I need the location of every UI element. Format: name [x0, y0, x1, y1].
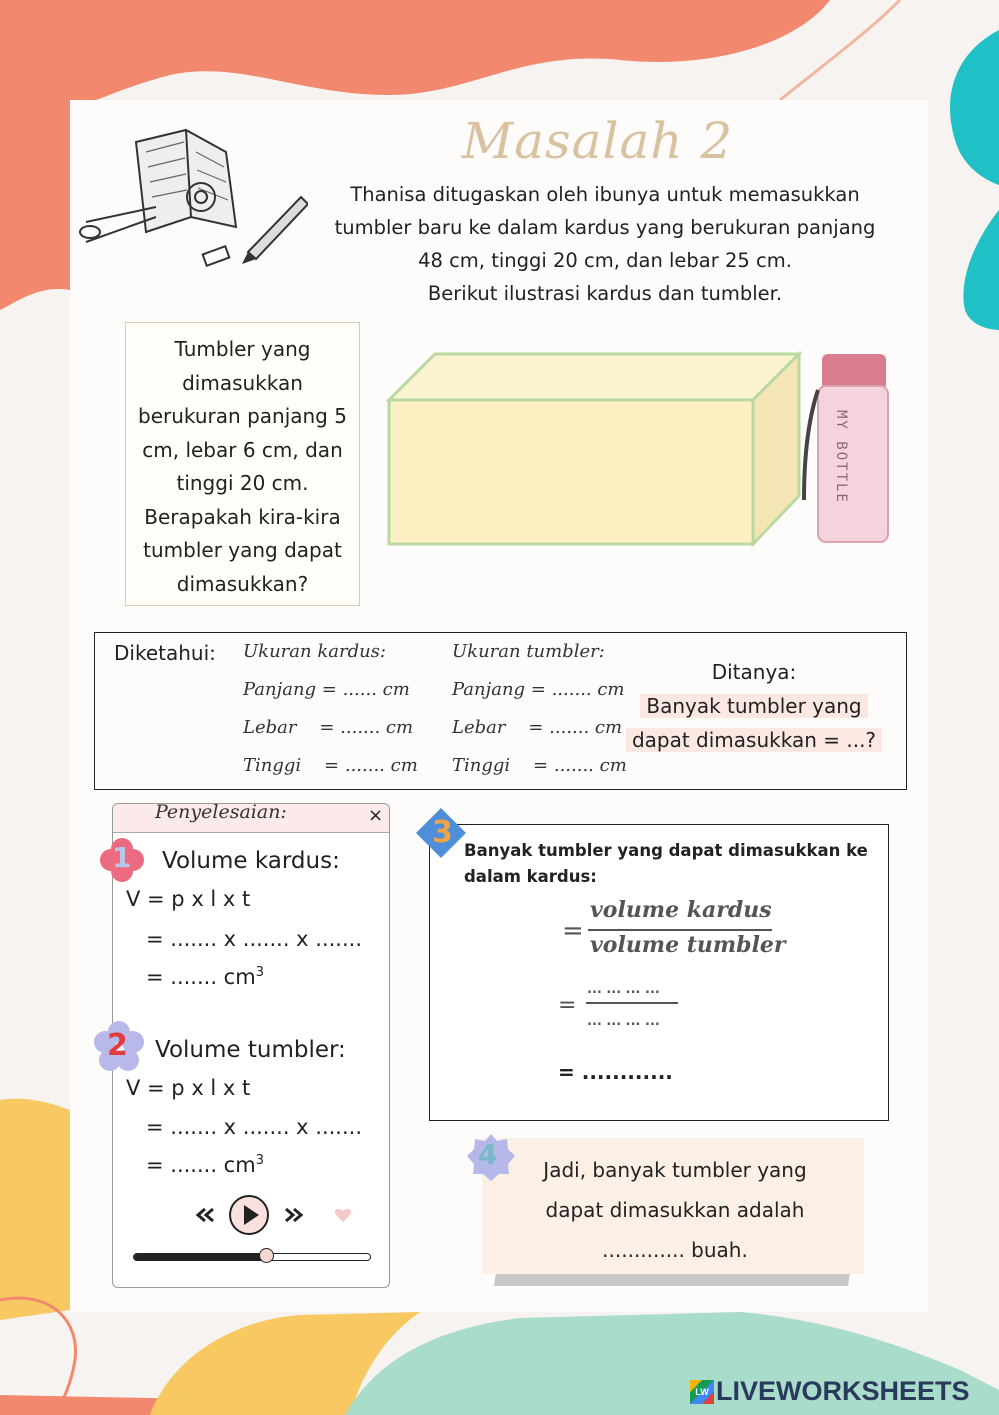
fraction-bar — [588, 929, 772, 931]
tumbler-width: Lebar = ....... cm — [452, 717, 623, 738]
step1-result — [146, 965, 264, 989]
heart-icon[interactable] — [334, 1207, 352, 1223]
question-line: tumbler yang dapat — [143, 538, 342, 562]
step1-result-text: = ....... cm — [146, 965, 256, 989]
dots-denominator: ... ... ... ... — [587, 1014, 660, 1029]
step1-substitution: = ....... x ....... x ....... — [146, 927, 363, 951]
step3-number: 3 — [432, 815, 453, 850]
solution-header: Penyelesaian: — [155, 801, 287, 823]
intro-line: 48 cm, tinggi 20 cm, dan lebar 25 cm. — [418, 249, 792, 272]
step2-title: Volume tumbler: — [155, 1037, 346, 1063]
tumbler-size-title: Ukuran tumbler: — [452, 641, 605, 662]
conclusion-line: dapat dimasukkan adalah — [545, 1198, 805, 1222]
step2-substitution: = ....... x ....... x ....... — [146, 1115, 363, 1139]
step3-line1: Banyak tumbler yang dapat dimasukkan ke — [464, 841, 868, 860]
question-line: Tumbler yang — [174, 337, 311, 361]
eq-sign: = — [562, 916, 584, 946]
bottle-label: MY BOTTLE — [833, 410, 849, 504]
page-title: Masalah 2 — [462, 112, 734, 170]
intro-text — [318, 178, 892, 310]
step2-formula: V = p x l x t — [126, 1076, 251, 1100]
question-line: Berapakah kira-kira — [144, 504, 341, 529]
close-icon[interactable]: × — [368, 805, 384, 826]
fast-forward-icon[interactable] — [282, 1205, 304, 1225]
step2-number: 2 — [107, 1028, 128, 1063]
progress-fill — [134, 1254, 266, 1260]
step3-line2: dalam kardus: — [464, 867, 597, 886]
step2-result-text: = ....... cm — [146, 1153, 256, 1177]
rewind-icon[interactable] — [195, 1205, 217, 1225]
kardus-width: Lebar = ....... cm — [243, 717, 414, 738]
cardboard-box-illustration — [385, 350, 805, 548]
intro-line: Berikut ilustrasi kardus dan tumbler. — [427, 282, 783, 305]
intro-line: Thanisa ditugaskan oleh ibunya untuk memasukkan — [350, 183, 860, 206]
tumbler-length: Panjang = ....... cm — [452, 679, 625, 700]
step1-number: 1 — [112, 841, 132, 874]
brand-name: LIVEWORKSHEETS — [716, 1376, 970, 1406]
step4-number: 4 — [478, 1138, 498, 1171]
tumbler-height: Tinggi = ....... cm — [452, 755, 627, 776]
conclusion-line: Jadi, banyak tumbler yang — [543, 1158, 807, 1182]
question-box — [125, 322, 360, 606]
asked-line: dapat dimasukkan = ...? — [626, 728, 882, 752]
asked-section — [615, 655, 893, 757]
step1-formula: V = p x l x t — [126, 887, 251, 911]
cubic-superscript: 3 — [255, 965, 264, 980]
step3-result: = ............ — [558, 1060, 673, 1084]
progress-track[interactable] — [133, 1253, 371, 1261]
step1-title: Volume kardus: — [162, 848, 340, 874]
intro-line: tumbler baru ke dalam kardus yang berukuran panjang — [334, 216, 876, 239]
asked-label: Ditanya: — [711, 660, 797, 684]
progress-knob[interactable] — [259, 1248, 274, 1263]
fraction-bar-2 — [586, 1002, 678, 1004]
question-line: dimasukkan? — [176, 571, 309, 596]
conclusion-line: ............. buah. — [602, 1238, 748, 1262]
kardus-height: Tinggi = ....... cm — [243, 755, 418, 776]
eq-sign-2: = — [558, 993, 577, 1018]
step2-result — [146, 1153, 264, 1177]
conclusion-text — [510, 1150, 840, 1270]
play-icon[interactable] — [228, 1194, 270, 1236]
fraction-denominator: volume tumbler — [590, 932, 786, 958]
cubic-superscript: 3 — [255, 1153, 264, 1168]
kardus-length: Panjang = ...... cm — [243, 679, 410, 700]
kardus-size-title: Ukuran kardus: — [243, 641, 386, 662]
liveworksheets-logo-icon: LW — [690, 1380, 714, 1404]
known-label: Diketahui: — [114, 641, 216, 665]
fraction-numerator: volume kardus — [590, 897, 772, 923]
question-line: tinggi 20 cm. — [176, 471, 309, 495]
asked-line: Banyak tumbler yang — [640, 694, 867, 718]
question-line: berukuran panjang 5 — [138, 404, 347, 428]
question-line: cm, lebar 6 cm, dan — [142, 437, 343, 462]
book-scissors-pencil-illustration — [76, 122, 308, 272]
question-line: dimasukkan — [182, 370, 303, 395]
dots-numerator: ... ... ... ... — [587, 982, 660, 997]
